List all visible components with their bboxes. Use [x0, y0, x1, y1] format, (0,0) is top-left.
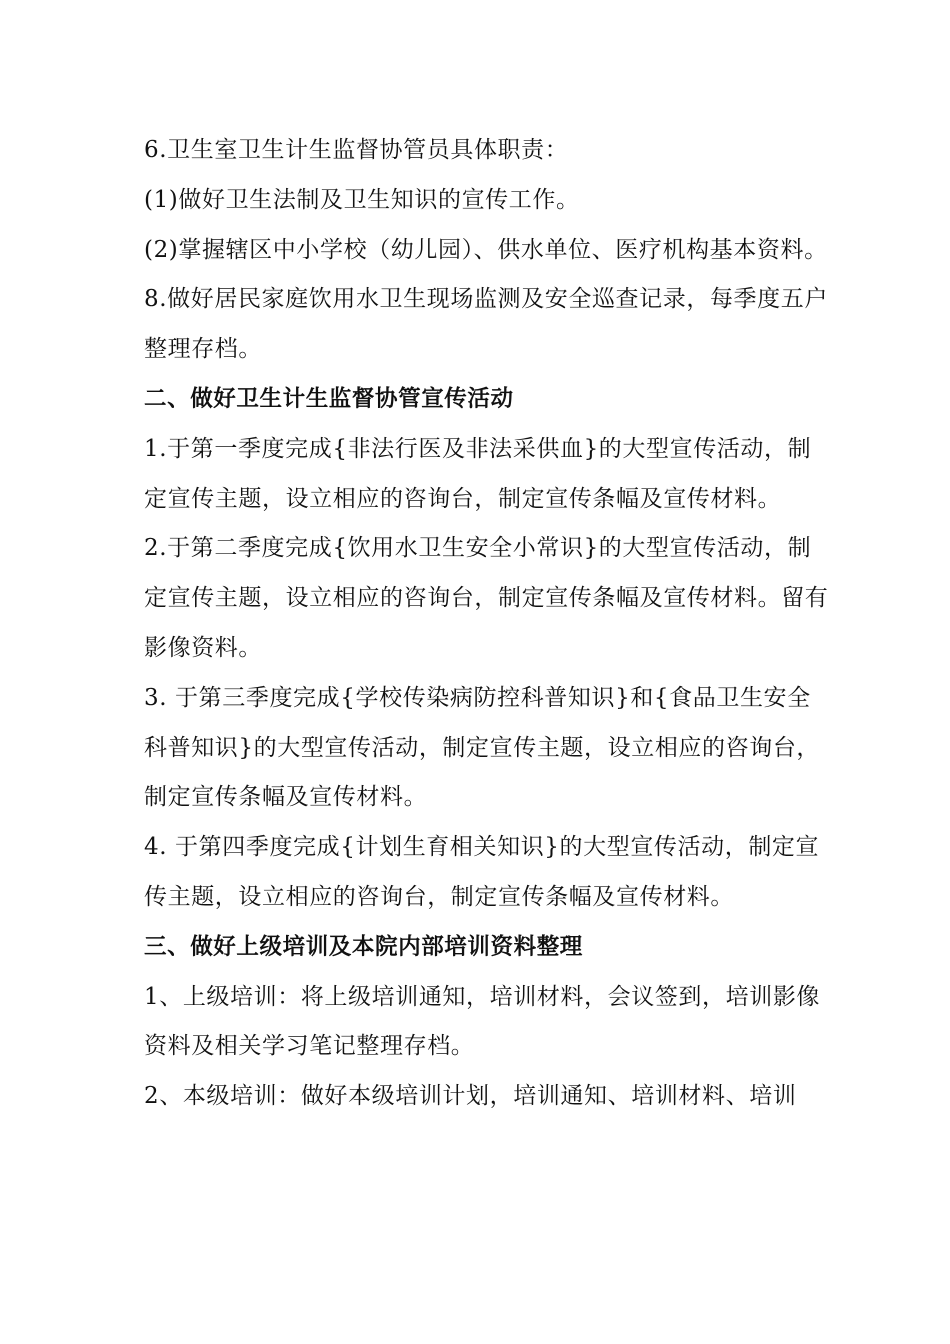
- section-heading-3: 三、做好上级培训及本院内部培训资料整理: [144, 933, 583, 960]
- paragraph-training-local: 2、本级培训：做好本级培训计划，培训通知、培训材料、培训: [144, 1083, 797, 1110]
- paragraph-activity-q2: 2.于第二季度完成{饮用水卫生安全小常识}的大型宣传活动，制定宣传主题，设立相应的咨询台，制定宣传条幅及宣传材料。留有影像资料。: [144, 535, 829, 661]
- paragraph-activity-q4: 4. 于第四季度完成{计划生育相关知识}的大型宣传活动，制定宣传主题，设立相应的咨询台，制定宣传条幅及宣传材料。: [144, 834, 820, 910]
- paragraph-activity-q1: 1.于第一季度完成{非法行医及非法采供血}的大型宣传活动，制定宣传主题，设立相应的咨询台，制定宣传条幅及宣传材料。: [144, 435, 812, 512]
- paragraph-activity-q3: 3. 于第三季度完成{学校传染病防控科普知识}和{食品卫生安全科普知识}的大型宣传活动，制定宣传主题，设立相应的咨询台，制定宣传条幅及宣传材料。: [144, 684, 821, 811]
- paragraph-training-upper: 1、上级培训：将上级培训通知，培训材料，会议签到，培训影像资料及相关学习笔记整理存档。: [144, 983, 821, 1060]
- paragraph-item-8: 8.做好居民家庭饮用水卫生现场监测及安全巡查记录，每季度五户整理存档。: [144, 286, 828, 363]
- paragraph-duties-title: 6.卫生室卫生计生监督协管员具体职责：: [144, 137, 569, 163]
- paragraph-duty-2: (2)掌握辖区中小学校（幼儿园）、供水单位、医疗机构基本资料。: [144, 236, 828, 263]
- paragraph-duty-1: (1)做好卫生法制及卫生知识的宣传工作。: [144, 186, 580, 213]
- section-heading-2: 二、做好卫生计生监督协管宣传活动: [144, 385, 514, 412]
- document-body: [144, 126, 834, 1122]
